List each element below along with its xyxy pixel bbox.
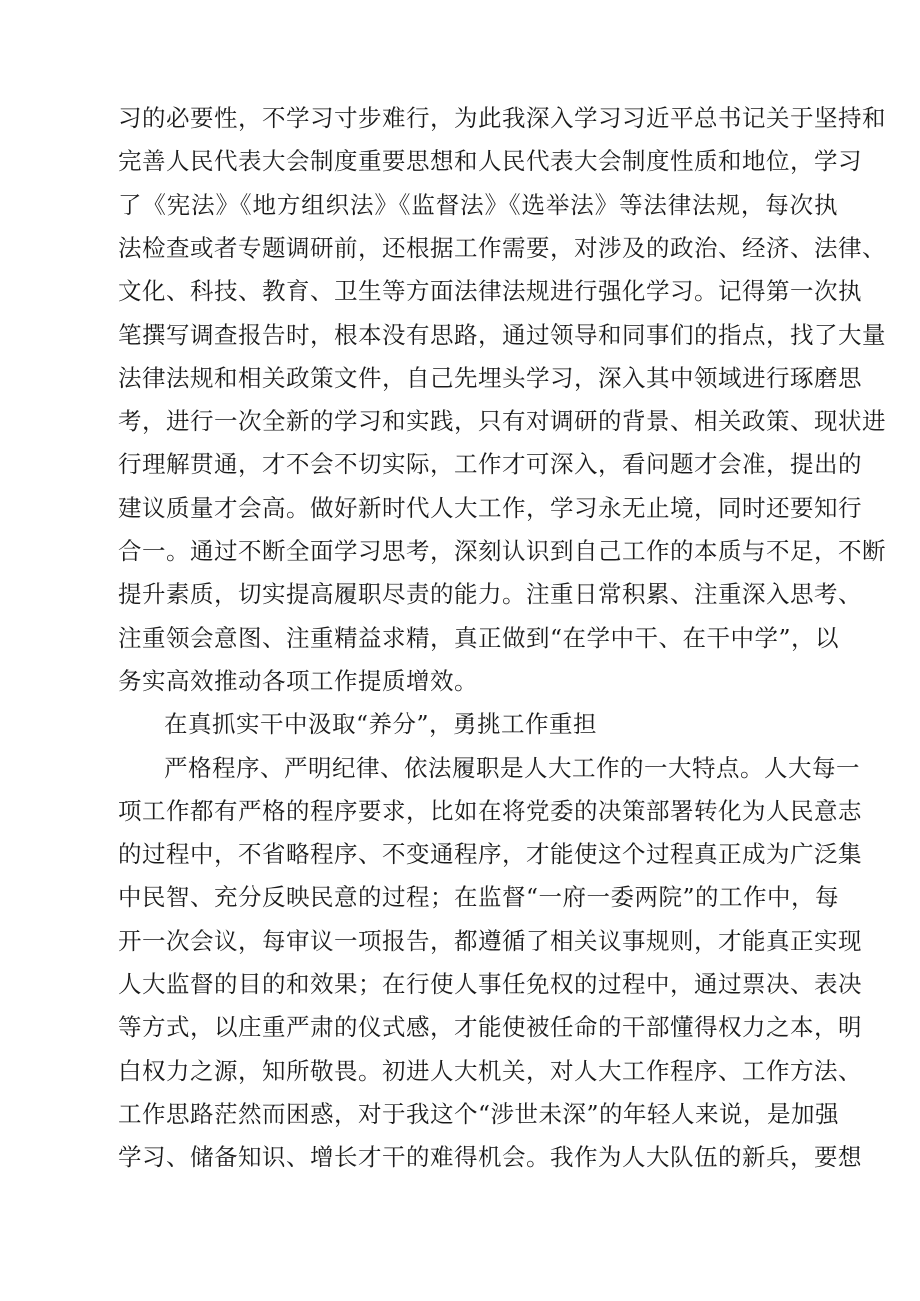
paragraph-line: 等方式，以庄重严肃的仪式感，才能使被任命的干部懂得权力之本，明 [118, 1013, 862, 1042]
paragraph-line: 合一。通过不断全面学习思考，深刻认识到自己工作的本质与不足，不断 [118, 537, 886, 565]
paragraph-line: 法检查或者专题调研前，还根据工作需要，对涉及的政治、经济、法律、 [118, 233, 886, 262]
paragraph-line: 完善人民代表大会制度重要思想和人民代表大会制度性质和地位，学习 [118, 147, 862, 176]
paragraph-line: 了《宪法》《地方组织法》《监督法》《选举法》等法律法规，每次执 [118, 190, 838, 219]
paragraph-line: 建议质量才会高。做好新时代人大工作，学习永无止境，同时还要知行 [118, 493, 862, 522]
paragraph-line: 开一次会议，每审议一项报告，都遵循了相关议事规则，才能真正实现 [118, 926, 862, 955]
paragraph-line: 中民智、充分反映民意的过程；在监督“一府一委两院”的工作中，每 [118, 883, 840, 912]
paragraph-line: 人大监督的目的和效果；在行使人事任免权的过程中，通过票决、表决 [118, 970, 862, 998]
paragraph-line: 法律法规和相关政策文件，自己先埋头学习，深入其中领域进行琢磨思 [118, 363, 862, 392]
paragraph-line: 严格程序、严明纪律、依法履职是人大工作的一大特点。人大每一 [164, 753, 860, 782]
section-heading: 在真抓实干中汲取“养分”，勇挑工作重担 [164, 710, 598, 739]
paragraph-line: 笔撰写调查报告时，根本没有思路，通过领导和同事们的指点，找了大量 [118, 320, 886, 349]
paragraph-line: 注重领会意图、注重精益求精，真正做到“在学中干、在干中学”，以 [118, 623, 840, 652]
paragraph-line: 的过程中，不省略程序、不变通程序，才能使这个过程真正成为广泛集 [118, 840, 862, 869]
paragraph-line: 工作思路茫然而困惑，对于我这个“涉世未深”的年轻人来说，是加强 [118, 1099, 840, 1128]
paragraph-line: 行理解贯通，才不会不切实际，工作才可深入，看问题才会准，提出的 [118, 450, 862, 479]
paragraph-line: 文化、科技、教育、卫生等方面法律法规进行强化学习。记得第一次执 [118, 277, 862, 306]
paragraph-line: 习的必要性，不学习寸步难行，为此我深入学习习近平总书记关于坚持和 [118, 104, 886, 132]
paragraph-line: 考，进行一次全新的学习和实践，只有对调研的背景、相关政策、现状进 [118, 407, 886, 436]
paragraph-line: 白权力之源，知所敬畏。初进人大机关，对人大工作程序、工作方法、 [118, 1056, 862, 1085]
paragraph-line: 提升素质，切实提高履职尽责的能力。注重日常积累、注重深入思考、 [118, 580, 862, 609]
paragraph-line: 务实高效推动各项工作提质增效。 [118, 666, 478, 695]
paragraph-line: 项工作都有严格的程序要求，比如在将党委的决策部署转化为人民意志 [118, 796, 862, 825]
paragraph-line: 学习、储备知识、增长才干的难得机会。我作为人大队伍的新兵，要想 [118, 1143, 862, 1172]
